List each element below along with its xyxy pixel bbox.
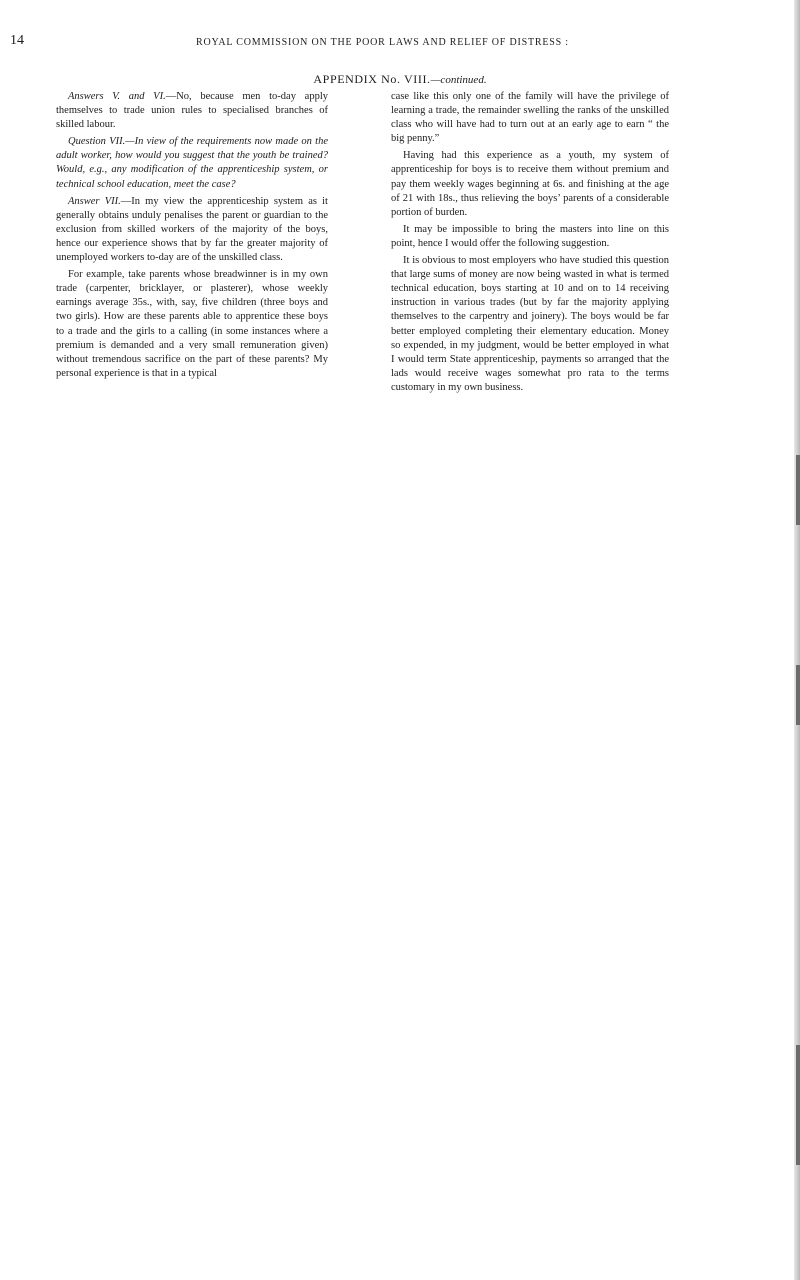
suggestion-paragraph: It may be impossible to bring the masters into line on this point, hence I would offer the following suggestion. bbox=[391, 223, 669, 249]
appendix-title-continued: —continued. bbox=[430, 74, 487, 86]
appendix-title bbox=[0, 72, 800, 87]
right-column bbox=[391, 90, 669, 398]
technical-education-paragraph: It is obvious to most employers who have studied this question that large sums of money are now being wasted in what is termed technical education, boys starting at 10 and on to 14 receiving instruction in various trades (but by far the majority applying themselves to the carpentry and joinery). The boys would be far better employed completing their elementary education. Money so expended, in my judgment, would be better employed in what I would term State apprenticeship, payments so arranged that the lads would receive wages somewhat pro rata to the terms customary in my own business. bbox=[391, 255, 669, 393]
answer-v-vi-label: Answers V. and VI. bbox=[68, 91, 166, 102]
example-paragraph: For example, take parents whose breadwinner is in my own trade (carpenter, bricklayer, or plasterer), whose weekly earnings average 35s., with, say, five children (three boys and two girls). How are these parents able to apprentice these boys to a trade and the girls to a calling (in some instances where a premium is demanded and a very small remuneration given) without tremendous sacrifice on the part of these parents? My personal experience is that in a typical bbox=[56, 269, 328, 379]
page-number: 14 bbox=[10, 33, 24, 48]
question-vii-text: —In view of the requirements now made on the adult worker, how would you suggest that the youth be trained? Would, e.g., any modification of the apprenticeship system, or technical school education, meet the case? bbox=[56, 136, 328, 190]
appendix-title-main: APPENDIX No. VIII. bbox=[313, 72, 431, 86]
answer-v-vi-text: —No, because men to-day apply themselves to trade union rules to specialised branches of skilled labour. bbox=[56, 91, 328, 131]
left-column bbox=[56, 90, 328, 384]
answer-vii-paragraph bbox=[56, 195, 328, 265]
experience-paragraph: Having had this experience as a youth, my system of apprenticeship for boys is to receive them without premium and pay them weekly wages beginning at 6s. and finishing at the age of 21 with 18s., thus relieving the boys’ parents of a considerable portion of burden. bbox=[391, 150, 669, 218]
page-edge-mark bbox=[796, 455, 800, 525]
answer-vii-text: —In my view the apprenticeship system as it generally obtains unduly penalises the parent or guardian to the exclusion from skilled workers of the majority of the boys, hence our experience shows that by far the greater majority of unemployed workers to-day are of the unskilled class. bbox=[56, 195, 328, 264]
page-edge-mark bbox=[796, 1045, 800, 1165]
running-head: ROYAL COMMISSION ON THE POOR LAWS AND RELIEF OF DISTRESS : bbox=[196, 37, 569, 48]
answer-v-vi-paragraph bbox=[56, 90, 328, 132]
question-vii-label: Question VII. bbox=[68, 136, 126, 148]
answer-vii-label: Answer VII. bbox=[68, 195, 121, 207]
page-edge-mark bbox=[796, 665, 800, 725]
continued-paragraph: case like this only one of the family will have the privilege of learning a trade, the remainder swelling the ranks of the unskilled class who will have had to turn out at an early age to earn “ the big penny.” bbox=[391, 91, 669, 145]
question-vii-paragraph bbox=[56, 135, 328, 191]
